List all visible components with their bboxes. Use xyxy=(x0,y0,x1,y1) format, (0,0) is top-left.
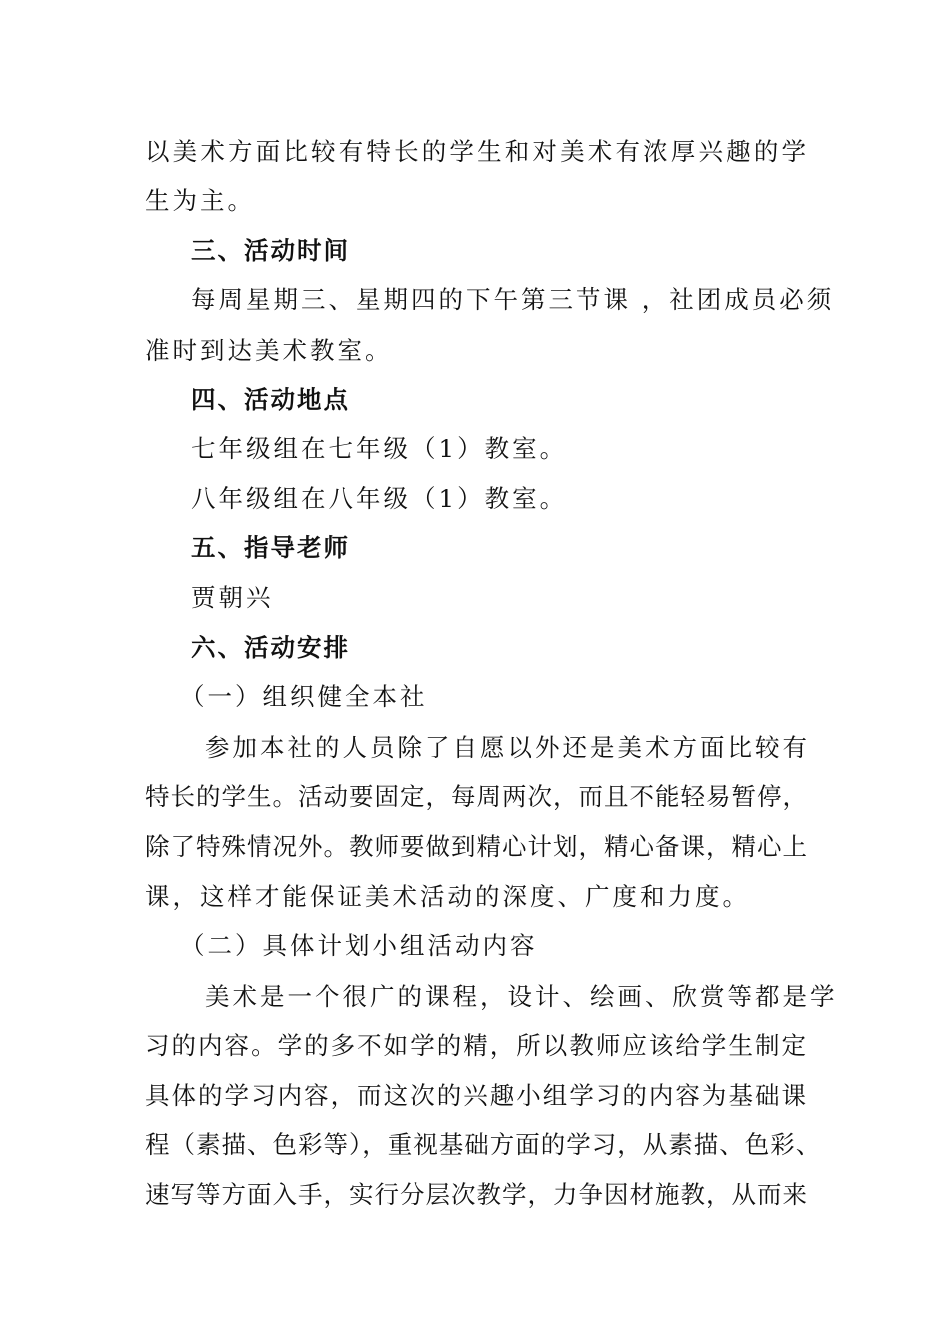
paragraph-line: 课，这样才能保证美术活动的深度、广度和力度。 xyxy=(145,882,750,911)
paragraph-line: 贾朝兴 xyxy=(191,583,274,612)
section-heading: 三、活动时间 xyxy=(191,236,350,265)
paragraph-line: 准时到达美术教室。 xyxy=(145,336,393,365)
section-heading: 六、活动安排 xyxy=(191,633,350,662)
subsection-heading: （一）组织健全本社 xyxy=(180,682,428,711)
paragraph-line: 参加本社的人员除了自愿以外还是美术方面比较有 xyxy=(205,733,810,762)
paragraph-line: 除了特殊情况外。教师要做到精心计划，精心备课，精心上 xyxy=(145,832,808,861)
paragraph-line: 八年级组在八年级（1）教室。 xyxy=(191,484,568,513)
subsection-heading: （二）具体计划小组活动内容 xyxy=(180,931,538,960)
paragraph-line: 每周星期三、星期四的下午第三节课 ，社团成员必须 xyxy=(191,285,835,314)
paragraph-line: 具体的学习内容，而这次的兴趣小组学习的内容为基础课 xyxy=(145,1081,807,1110)
paragraph-line: 美术是一个很广的课程，设计、绘画、欣赏等都是学 xyxy=(205,982,838,1011)
paragraph-line: 特长的学生。活动要固定，每周两次，而且不能轻易暂停， xyxy=(145,782,808,811)
paragraph-line: 程（素描、色彩等），重视基础方面的学习，从素描、色彩、 xyxy=(145,1130,822,1159)
paragraph-line: 速写等方面入手，实行分层次教学，力争因材施教，从而来 xyxy=(145,1180,808,1209)
paragraph-line: 习的内容。学的多不如学的精，所以教师应该给学生制定 xyxy=(145,1031,807,1060)
section-heading: 五、指导老师 xyxy=(191,533,350,562)
paragraph-line: 生为主。 xyxy=(145,186,255,215)
paragraph-line: 以美术方面比较有特长的学生和对美术有浓厚兴趣的学 xyxy=(145,137,807,166)
paragraph-line: 七年级组在七年级（1）教室。 xyxy=(191,434,568,463)
section-heading: 四、活动地点 xyxy=(191,385,350,414)
